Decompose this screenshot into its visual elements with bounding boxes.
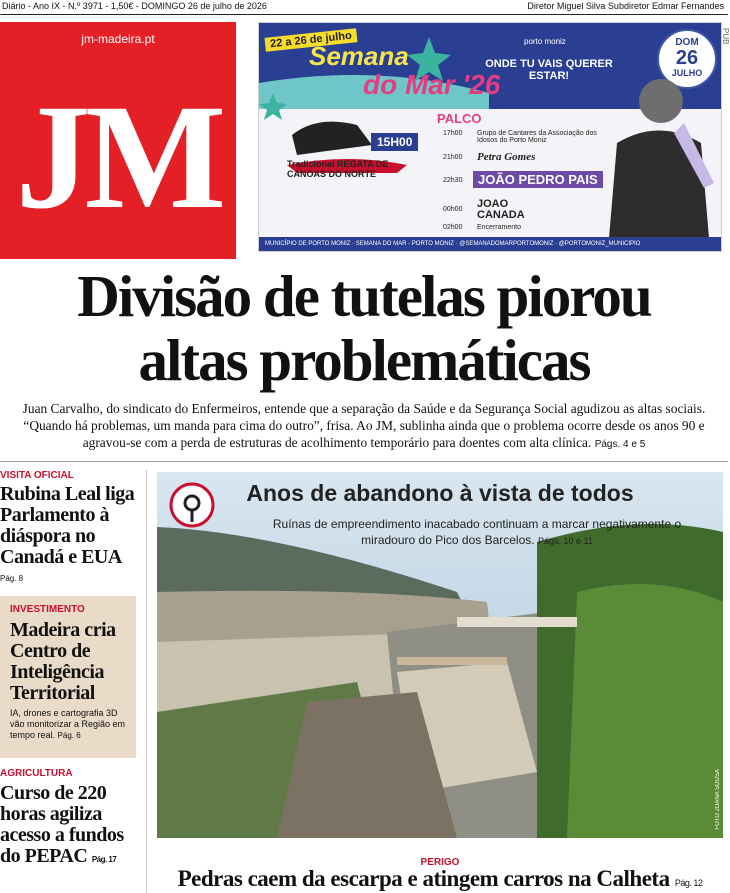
story-tag: VISITA OFICIAL: [0, 470, 74, 481]
regata-title: Tradicional REGATA DE CANOAS DO NORTE: [287, 159, 389, 179]
bottom-story-title: Pedras caem da escarpa e atingem carros na Calheta: [177, 866, 670, 891]
ad-footer: [259, 237, 721, 251]
story-page: Pág. 17: [91, 855, 117, 864]
lineup-artist: Petra Gomes: [477, 151, 536, 163]
lead-pages: Págs. 4 e 5: [594, 439, 646, 450]
lineup-artist: Encerramento: [477, 224, 521, 231]
main-headline[interactable]: [0, 264, 728, 392]
advertisement-label: PUB: [721, 28, 730, 45]
story-headline: Madeira cria Centro de Inteligência Territorial: [10, 619, 116, 704]
regata-time: 15H00: [371, 133, 418, 151]
lead-text: Juan Carvalho, do sindicato do Enfermeiros, entende que a separação da Saúde e da Segurança Social agudizou as altas sociais. “Quando há problemas, um manda para cima do outro”, frisa. Ao JM, sublinha ainda que o problema ocorre desde os anos 90 e agravou-se com a perda de estruturas de acolhimento temporário para doentes com alta clínica.: [22, 401, 706, 450]
column-divider: [146, 470, 147, 893]
feature-subtitle: [257, 516, 697, 549]
story-summary-text: IA, drones e cartografia 3D vão monitorizar a Região em tempo real.: [10, 708, 126, 740]
investment-box[interactable]: [0, 596, 136, 758]
lineup-time: 00h00: [443, 206, 463, 213]
story-tag: INVESTIMENTO: [10, 604, 85, 615]
ad-dates: 22 a 26 de julho: [265, 28, 358, 52]
bottom-story-tag: PERIGO: [420, 857, 460, 868]
story-tag: AGRICULTURA: [0, 768, 73, 779]
headline-line-2: altas problemáticas: [138, 327, 590, 393]
bottom-story-page: Pág. 12: [674, 878, 703, 888]
headline-line-1: Divisão de tutelas piorou: [77, 263, 651, 329]
edition-info: Diário - Ano IX - N.º 3971 - 1,50€ - DOMINGO 26 de julho de 2026: [2, 1, 267, 11]
ad-municipality: porto moniz: [524, 37, 566, 46]
section-divider: [0, 461, 728, 462]
story-page: Pág. 8: [0, 574, 24, 583]
lineup-time: 22h30: [443, 177, 463, 184]
story-headline[interactable]: Rubina Leal liga Parlamento à diáspora no Canadá e EUA: [0, 483, 135, 568]
watermark: vercapas.com: [568, 840, 681, 860]
ad-title-semana: Semana: [309, 41, 409, 71]
lineup-artist: Grupo de Cantares da Associação dos Idosos do Porto Moniz: [477, 130, 597, 144]
ad-slogan: ONDE TU VAIS QUERER ESTAR!: [485, 58, 613, 82]
masthead-info-bar: [0, 0, 728, 14]
singer-photo: [589, 63, 714, 238]
stage-heading: PALCO: [437, 111, 482, 126]
bottom-story-headline[interactable]: [157, 866, 723, 892]
lineup-artist: JOAO CANADA: [477, 198, 525, 221]
logo-mark: JM: [15, 74, 221, 240]
top-divider: [0, 14, 728, 15]
logo-url: jm-madeira.pt: [81, 32, 155, 46]
feature-pages: Págs. 10 e 11: [537, 536, 593, 546]
badge-day-label: DOM: [675, 37, 699, 48]
feature-subtitle-text: Ruínas de empreendimento inacabado continuam a marcar negativamente o miradouro do Pico dos Barcelos.: [272, 517, 682, 547]
semana-do-mar-advertisement[interactable]: [258, 22, 722, 252]
lineup-time: 21h00: [443, 154, 463, 161]
story-page: Pág. 6: [57, 731, 81, 740]
badge-day-number: 26: [675, 47, 699, 69]
ad-footer-text: MUNICÍPIO DE PORTO MONIZ · SEMANA DO MAR - PORTO MONIZ · @SEMANADOMARPORTOMONIZ · @PORTOMONIZ_MUNICIPIO: [265, 241, 641, 247]
lineup-headliner: JOÃO PEDRO PAIS: [473, 171, 603, 188]
story-headline[interactable]: [0, 783, 144, 870]
story-headline-text: Curso de 220 horas agiliza acesso a fundos do PEPAC: [0, 782, 124, 867]
feature-title: Anos de abandono à vista de todos: [246, 480, 634, 506]
lineup-time: 02h00: [443, 224, 463, 231]
ad-title-mar: do Mar '26: [363, 69, 501, 100]
badge-month: JULHO: [671, 68, 703, 78]
editors-info: Diretor Miguel Silva Subdiretor Edmar Fernandes: [527, 1, 724, 11]
story-summary: [10, 708, 132, 741]
feature-photo[interactable]: [157, 472, 723, 838]
lead-paragraph: [4, 400, 724, 453]
photo-credit: FOTO JOANA SOUSA: [715, 769, 721, 830]
lineup-time: 17h00: [443, 130, 463, 137]
jm-logo[interactable]: [0, 22, 236, 259]
